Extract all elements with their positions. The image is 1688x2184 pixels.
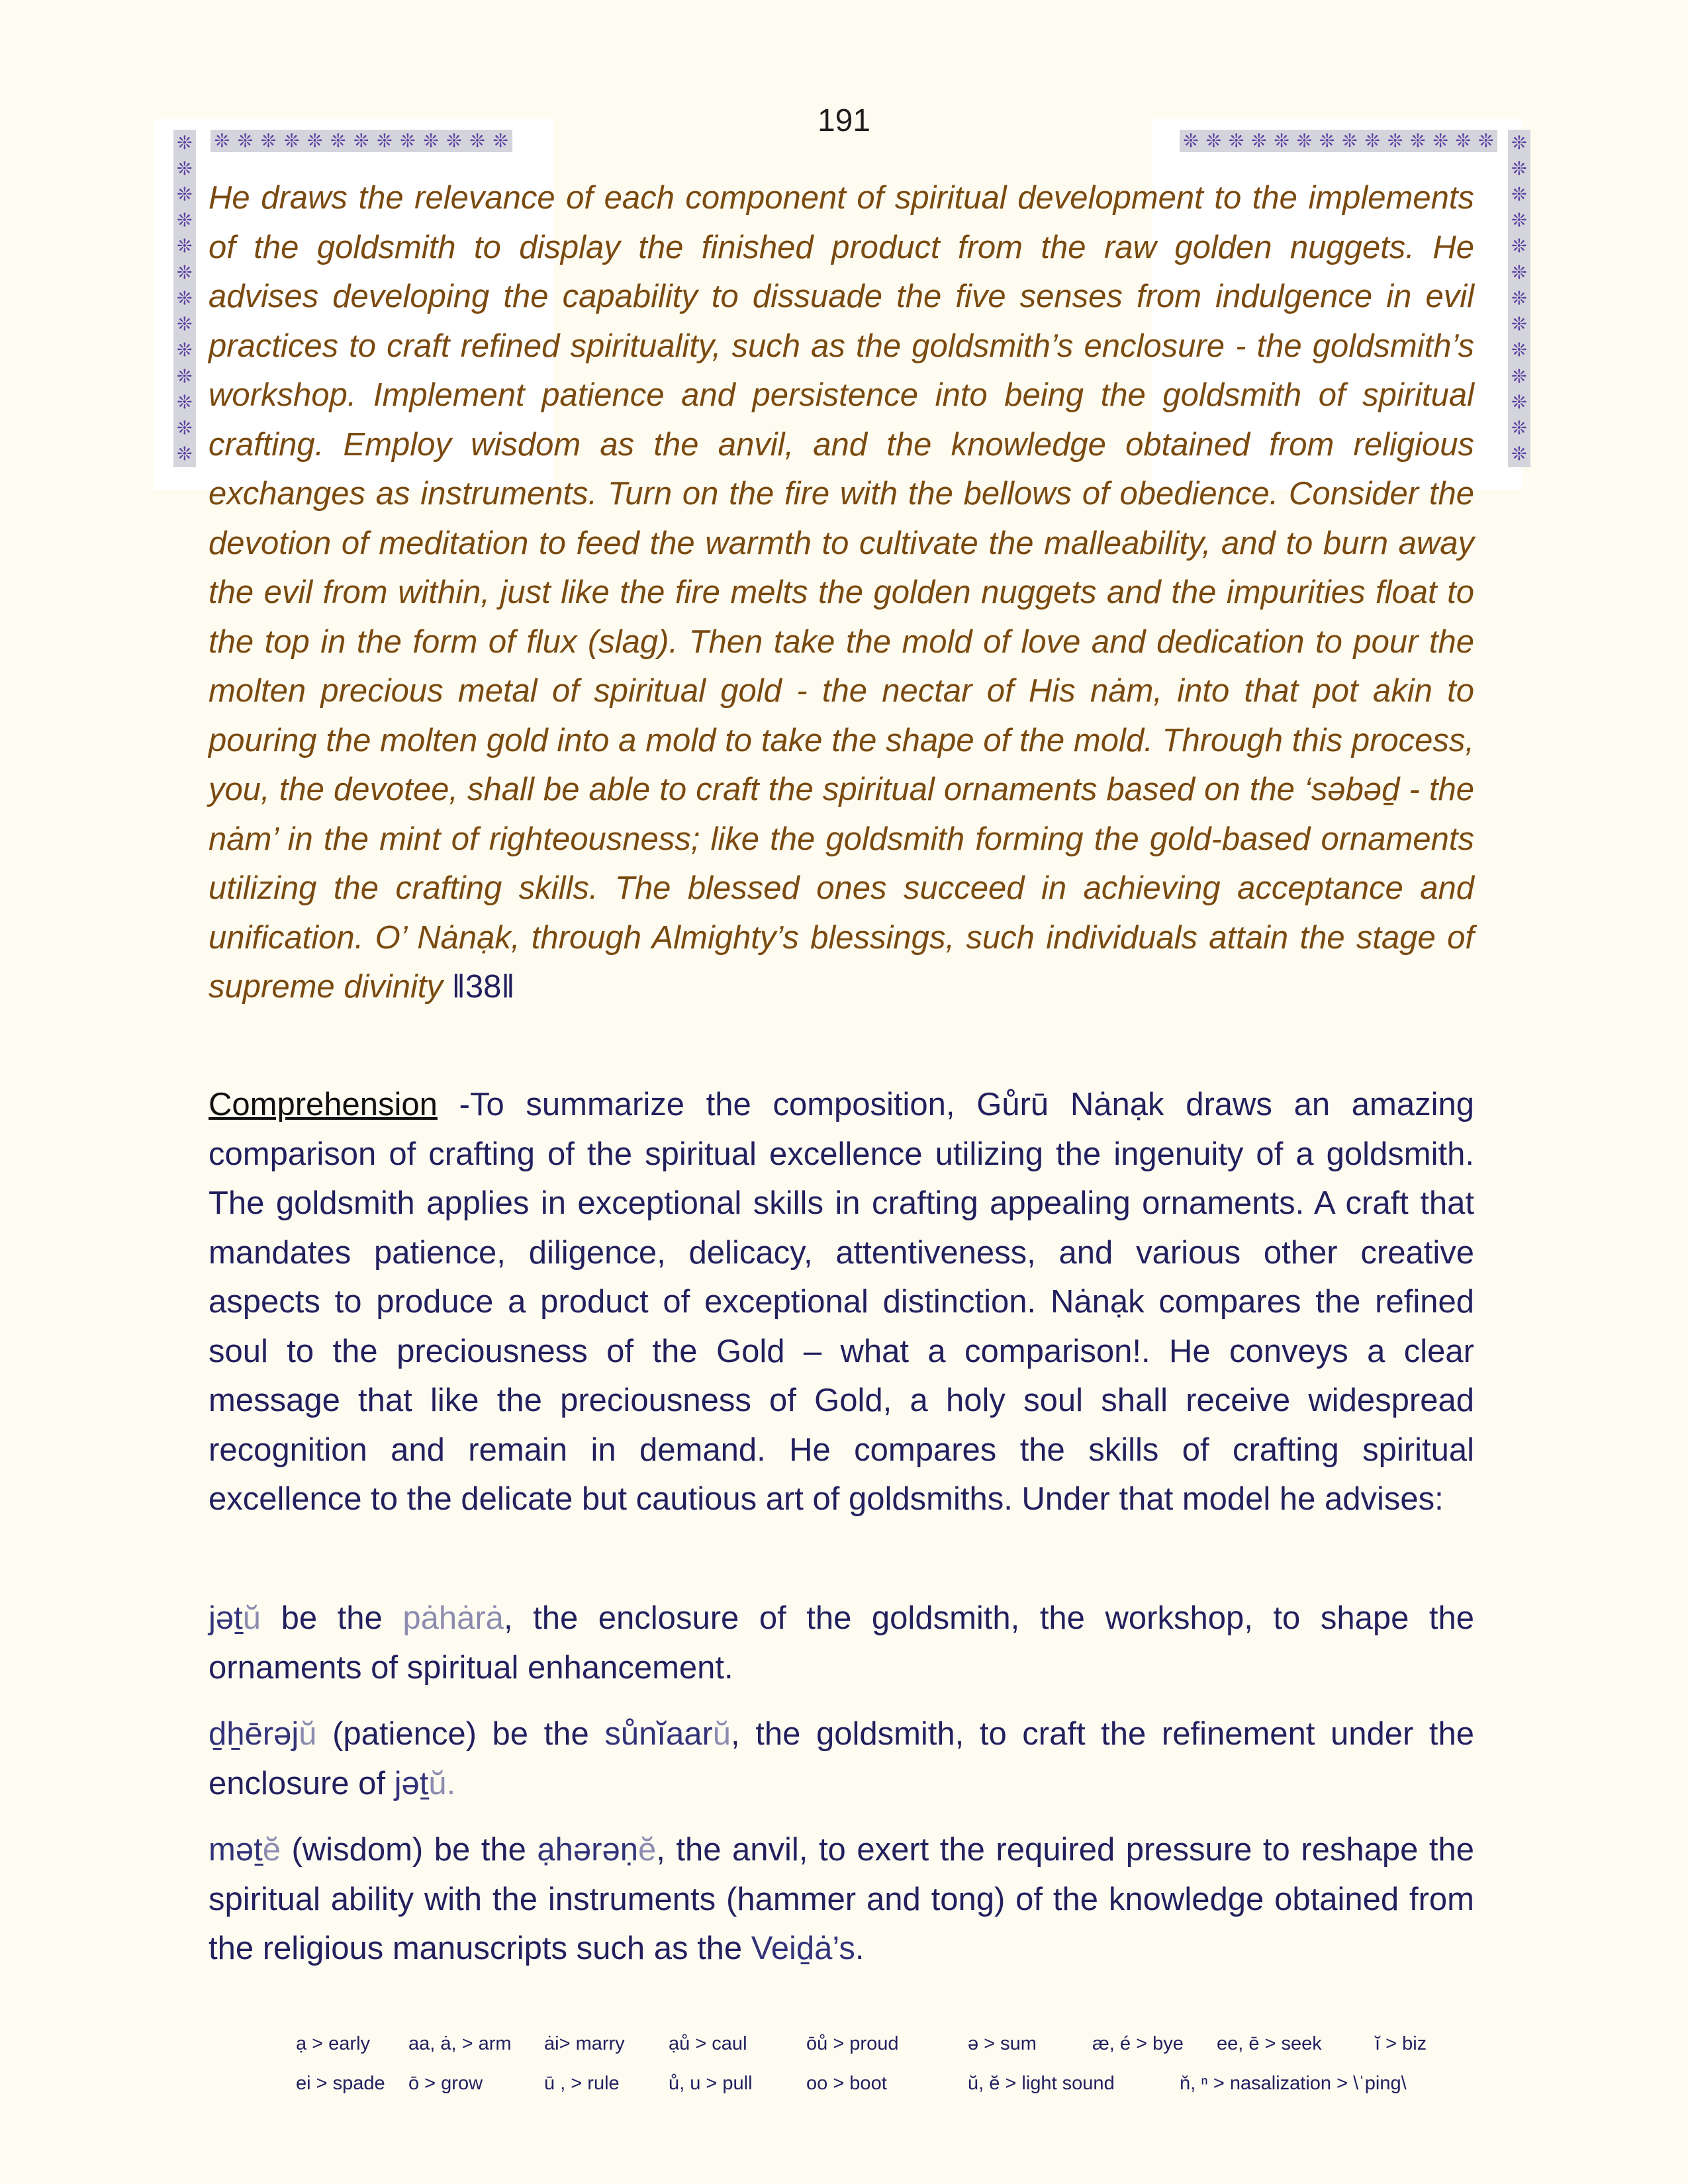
ornament-icon: ❊ (1511, 131, 1527, 154)
term-suniaaru-light: ŭ (712, 1716, 731, 1752)
term-jatu-2-light: ŭ. (428, 1765, 456, 1801)
advice-1-text-b: , the enclosure of the goldsmith, the workshop, to shape the ornaments of spiritual enhancement. (209, 1600, 1475, 1686)
legend-item: ū , > rule (544, 2073, 620, 2094)
advice-3-text-c: . (855, 1931, 865, 1966)
term-mate: məṯ (209, 1832, 263, 1868)
advice-2-text-b: , the goldsmith, to craft the refinement under the enclosure of (209, 1716, 1474, 1801)
ornament-icon: ❊ (307, 130, 323, 152)
ornament-icon: ❊ (446, 130, 462, 152)
ornament-icon: ❊ (283, 130, 300, 152)
comprehension-paragraph (209, 1080, 1474, 1524)
ornament-icon: ❊ (1511, 339, 1527, 361)
term-jatu-2: jəṯ (394, 1765, 429, 1801)
ornament-icon: ❊ (1296, 130, 1313, 152)
legend-item: æ, é > bye (1092, 2033, 1184, 2054)
legend-item: ōů > proud (806, 2033, 899, 2054)
term-dheraju-light: ŭ (299, 1716, 317, 1752)
ornament-icon: ❊ (1183, 130, 1199, 152)
ornament-icon: ❊ (237, 130, 254, 152)
ornament-icon: ❊ (492, 130, 509, 152)
term-jatu-light: ŭ (242, 1600, 261, 1636)
advice-paragraph-2 (209, 1709, 1474, 1808)
ornament-row-top-left (211, 130, 512, 152)
ornament-icon: ❊ (1205, 130, 1222, 152)
ornament-icon: ❊ (1511, 209, 1527, 232)
ornament-icon: ❊ (1342, 130, 1358, 152)
ornament-icon: ❊ (1387, 130, 1403, 152)
ornament-icon: ❊ (177, 443, 193, 465)
term-jatu: jəṯ (209, 1600, 243, 1636)
term-pahara: pȧhȧrȧ (402, 1600, 504, 1636)
term-dheraju: ḏẖērəj (209, 1716, 299, 1752)
ornament-icon: ❊ (1511, 417, 1527, 439)
ornament-icon: ❊ (1511, 390, 1527, 413)
ornament-icon: ❊ (1228, 130, 1244, 152)
term-veidas: Veiḏȧ’s (751, 1931, 855, 1966)
ornament-icon: ❊ (177, 313, 193, 336)
ornament-icon: ❊ (1251, 130, 1267, 152)
ornament-icon: ❊ (1511, 443, 1527, 465)
term-suniaaru: sůnĭaar (604, 1716, 713, 1752)
ornament-icon: ❊ (177, 417, 193, 439)
page-number: 191 (817, 103, 871, 138)
ornament-icon: ❊ (177, 390, 193, 413)
advice-1-text-a: be the (261, 1600, 403, 1636)
advice-paragraph-3 (209, 1825, 1474, 1974)
legend-item: oo > boot (806, 2073, 887, 2094)
ornament-icon: ❊ (177, 131, 193, 154)
ornament-icon: ❊ (1511, 183, 1527, 206)
legend-item: ŭ, ĕ > light sound (968, 2073, 1115, 2094)
advice-paragraph-1 (209, 1594, 1474, 1692)
ornament-icon: ❊ (330, 130, 346, 152)
legend-item: ň, ⁿ > nasalization > \ˈping\ (1180, 2073, 1407, 2094)
ornament-icon: ❊ (1364, 130, 1381, 152)
ornament-column-left (173, 130, 196, 467)
ornament-icon: ❊ (353, 130, 369, 152)
ornament-icon: ❊ (177, 339, 193, 361)
ornament-icon: ❊ (177, 183, 193, 206)
term-aharane-light: ĕ (637, 1832, 657, 1868)
translation-text: He draws the relevance of each component of spiritual development to the implements of the goldsmith to display the finished product from the raw golden nuggets. He advises developing the capability to dissuade the five senses from indulgence in evil practices to craft refined spirituality, such as the goldsmith’s enclosure - the goldsmith’s workshop. Implement patience and persistence into being the goldsmith of spiritual crafting. Employ wisdom as the anvil, and the knowledge obtained from religious exchanges as instruments. Turn on the fire with the bellows of obedience. Consider the devotion of meditation to feed the warmth to cultivate the malleability, and to burn away the evil from within, just like the fire melts the golden nuggets and the impurities float to the top in the form of flux (slag). Then take the mold of love and dedication to pour the molten precious metal of spiritual gold - the nectar of His nȧm, into that pot akin to pouring the molten gold into a mold to take the shape of the mold. Through this process, you, the devotee, shall be able to craft the spiritual ornaments based on the ‘səbəḏ - the nȧm’ in the mint of righteousness; like the goldsmith forming the gold-based ornaments utilizing the crafting skills. The blessed ones succeed in achieving acceptance and unification. O’ Nȧnạk, through Almighty’s blessings, such individuals attain the stage of supreme divinity (209, 180, 1474, 1005)
ornament-icon: ❊ (423, 130, 439, 152)
ornament-column-right (1508, 130, 1530, 467)
ornament-icon: ❊ (1432, 130, 1448, 152)
ornament-icon: ❊ (1511, 235, 1527, 257)
ornament-icon: ❊ (1511, 365, 1527, 387)
ornament-icon: ❊ (1478, 130, 1494, 152)
verse-end-mark: ǁ38ǁ (451, 969, 515, 1005)
ornament-icon: ❊ (1410, 130, 1426, 152)
ornament-icon: ❊ (1319, 130, 1335, 152)
legend-item: ů, u > pull (669, 2073, 753, 2094)
ornament-icon: ❊ (377, 130, 393, 152)
legend-item: ạů > caul (669, 2033, 747, 2054)
legend-item: ȧi> marry (544, 2033, 625, 2054)
term-mate-light: ĕ (262, 1832, 281, 1868)
ornament-icon: ❊ (1511, 157, 1527, 179)
ornament-icon: ❊ (1511, 313, 1527, 336)
legend-item: ee, ē > seek (1217, 2033, 1322, 2054)
advice-3-text-b: , the anvil, to exert the required pressure to reshape the spiritual ability with the instruments (hammer and tong) of the knowledge obtained from the religious manuscripts such as the (209, 1832, 1474, 1966)
ornament-icon: ❊ (260, 130, 277, 152)
ornament-icon: ❊ (177, 235, 193, 257)
ornament-row-top-right (1180, 130, 1497, 152)
legend-item: ạ > early (296, 2033, 371, 2054)
ornament-icon: ❊ (177, 287, 193, 309)
legend-item: ĭ > biz (1375, 2033, 1427, 2054)
legend-item: ō > grow (408, 2073, 483, 2094)
comprehension-label: Comprehension (209, 1087, 438, 1122)
ornament-icon: ❊ (1511, 287, 1527, 309)
ornament-icon: ❊ (469, 130, 485, 152)
ornament-icon: ❊ (214, 130, 230, 152)
legend-item: ə > sum (968, 2033, 1037, 2054)
ornament-icon: ❊ (177, 365, 193, 387)
comprehension-text: -To summarize the composition, Gůrū Nȧnạk draws an amazing comparison of crafting of the spiritual excellence utilizing the ingenuity of a goldsmith. The goldsmith applies in exceptional skills in crafting appealing ornaments. A craft that mandates patience, diligence, delicacy, attentiveness, and various other creative aspects to produce a product of exceptional distinction. Nȧnạk compares the refined soul to the preciousness of the Gold – what a comparison!. He conveys a clear message that like the preciousness of Gold, a holy soul shall receive widespread recognition and remain in demand. He compares the skills of crafting spiritual excellence to the delicate but cautious art of goldsmiths. Under that model he advises: (209, 1087, 1474, 1517)
advice-2-text-a: (patience) be the (316, 1716, 605, 1752)
ornament-icon: ❊ (1274, 130, 1289, 152)
legend-item: aa, ȧ, > arm (408, 2033, 512, 2054)
ornament-icon: ❊ (177, 157, 193, 179)
ornament-icon: ❊ (177, 261, 193, 283)
ornament-icon: ❊ (1455, 130, 1472, 152)
legend-item: ei > spade (296, 2073, 385, 2094)
ornament-icon: ❊ (177, 209, 193, 232)
ornament-icon: ❊ (400, 130, 416, 152)
translation-paragraph (209, 173, 1474, 1012)
ornament-icon: ❊ (1511, 261, 1527, 283)
advice-3-text-a: (wisdom) be the (280, 1832, 538, 1868)
term-aharane: ạhərəṇ (537, 1832, 638, 1868)
